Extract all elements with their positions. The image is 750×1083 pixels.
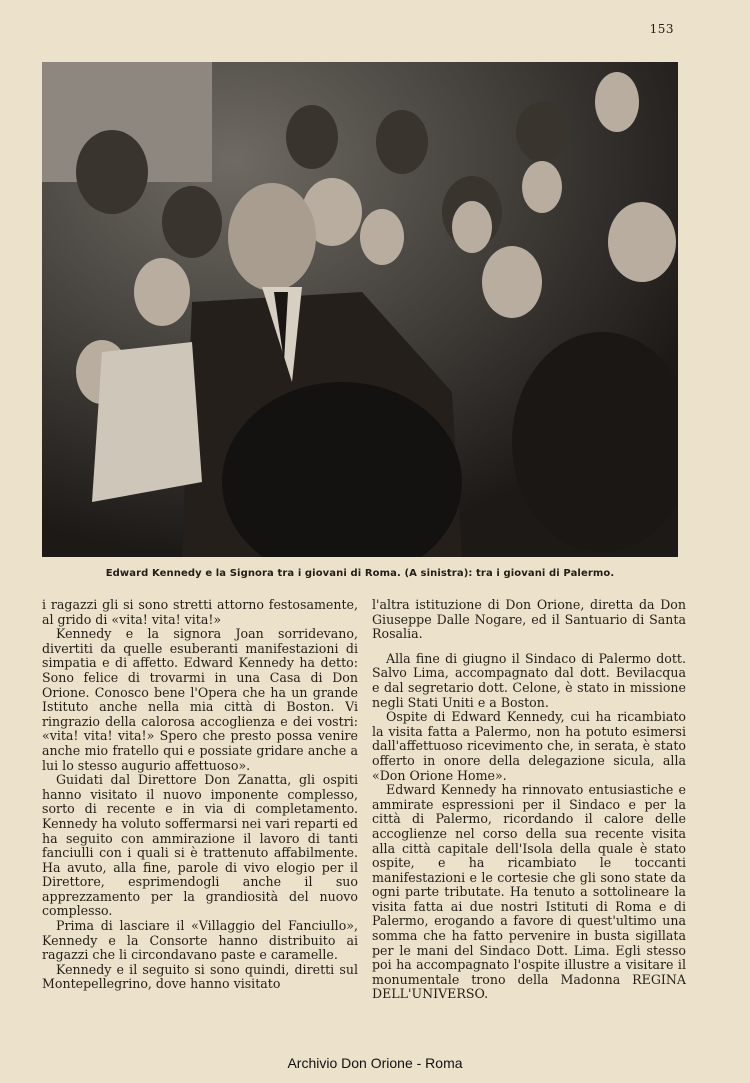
paragraph: Guidati dal Direttore Don Zanatta, gli ospiti hanno visitato il nuovo imponente complesso, sorto di recente e in via di completamento. Kennedy ha voluto soffermarsi nei vari reparti ed ha seguito con ammirazione il lavoro di tanti fanciulli con i quali si è trattenuto affabilmente. Ha avuto, alla fine, parole di vivo elogio per il Direttore, esprimendogli anche il suo apprezzamento per la grandiosità del nuovo complesso.: [42, 772, 358, 919]
page-number: 153: [649, 22, 674, 36]
paragraph: Ospite di Edward Kennedy, cui ha ricambiato la visita fatta a Palermo, non ha potuto esimersi dall'affettuoso ricevimento che, in serata, è stato offerto in onore della delegazione sicula, alla «Don Orione Home».: [372, 709, 686, 783]
text-column-right: [372, 598, 686, 1002]
paragraph: Edward Kennedy ha rinnovato entusiastiche e ammirate espressioni per il Sindaco e per la città di Palermo, ricordando il calore delle accoglienze nel corso della sua recente visita alla città capitale dell'Isola della quale è stato ospite, e ha ricambiato le toccanti manifestazioni e le cortesie che gli sono state da ogni parte tributate. Ha tenuto a sottolineare la visita fatta ai due nostri Istituti di Roma e di Palermo, erogando a favore di quest'ultimo una somma che ha fatto pervenire in busta sigillata per le mani del Sindaco Dott. Lima. Egli stesso poi ha accompagnato l'ospite illustre a visitare il monumentale trono della Madonna REGINA DELL'UNIVERSO.: [372, 782, 686, 1002]
paragraph: Kennedy e il seguito si sono quindi, diretti sul Montepellegrino, dove hanno visitato: [42, 961, 358, 992]
paragraph: l'altra istituzione di Don Orione, diretta da Don Giuseppe Dalle Nogare, ed il Santuario di Santa Rosalia.: [372, 597, 686, 642]
archive-footer: Archivio Don Orione - Roma: [287, 1055, 463, 1071]
paragraph: Kennedy e la signora Joan sorridevano, divertiti da quelle esuberanti manifestazioni di simpatia e di affetto. Edward Kennedy ha detto: Sono felice di trovarmi in una Casa di Don Orione. Conosco bene l'Opera che ha un grande Istituto anche nella mia città di Boston. Vi ringrazio della calorosa accoglienza e dei vostri: «vita! vita! vita!» Spero che presto possa venire anche mio fratello qui e possiate gridare anche a lui lo stesso augurio affettuoso».: [42, 626, 358, 773]
photo-caption: Edward Kennedy e la Signora tra i giovani di Roma. (A sinistra): tra i giovani di Palermo.: [105, 568, 615, 579]
paragraph: i ragazzi gli si sono stretti attorno festosamente, al grido di «vita! vita! vita!»: [42, 597, 358, 627]
text-column-left: [42, 598, 358, 992]
paragraph: Alla fine di giugno il Sindaco di Palermo dott. Salvo Lima, accompagnato dal dott. Bevilacqua e dal segretario dott. Celone, è stato in missione negli Stati Uniti e a Boston.: [372, 650, 686, 710]
photograph: [42, 62, 678, 557]
photograph-illustration: [42, 62, 678, 557]
paragraph: Prima di lasciare il «Villaggio del Fanciullo», Kennedy e la Consorte hanno distribuito ai ragazzi che li circondavano paste e caramelle.: [42, 918, 358, 963]
